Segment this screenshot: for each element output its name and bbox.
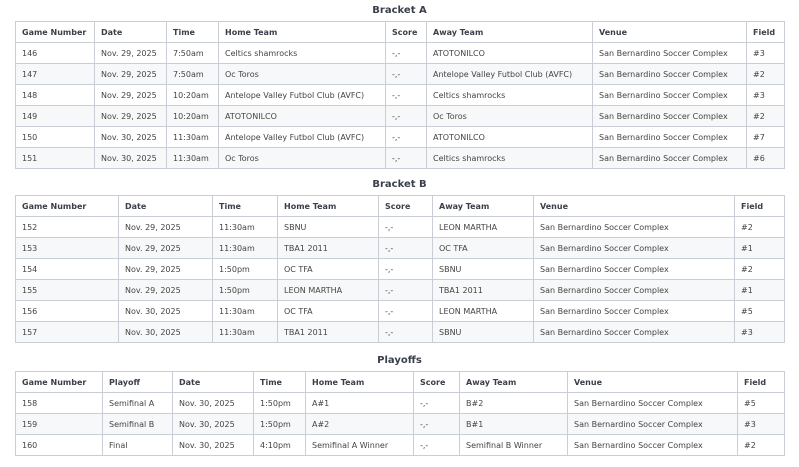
table-cell: -,-	[386, 64, 427, 85]
table-cell: Nov. 29, 2025	[95, 43, 167, 64]
column-header: Score	[414, 372, 460, 393]
table-cell: -,-	[379, 301, 433, 322]
table-cell: ATOTONILCO	[427, 127, 593, 148]
table-cell: -,-	[414, 414, 460, 435]
column-header: Game Number	[16, 22, 95, 43]
table-cell: Oc Toros	[219, 148, 386, 169]
table-cell: -,-	[379, 280, 433, 301]
table-cell: OC TFA	[278, 301, 379, 322]
bracket-b-header-row	[16, 196, 785, 217]
column-header: Home Team	[306, 372, 414, 393]
table-cell: -,-	[386, 106, 427, 127]
table-cell: San Bernardino Soccer Complex	[534, 301, 735, 322]
table-cell: TBA1 2011	[278, 238, 379, 259]
playoffs-title: Playoffs	[377, 355, 422, 366]
table-cell: San Bernardino Soccer Complex	[534, 217, 735, 238]
playoffs-header-row	[16, 372, 785, 393]
bracket-b-title: Bracket B	[372, 179, 427, 190]
column-header: Venue	[568, 372, 738, 393]
table-cell: 11:30am	[213, 238, 278, 259]
table-row	[16, 322, 785, 343]
table-cell: Celtics shamrocks	[219, 43, 386, 64]
column-header: Field	[738, 372, 785, 393]
table-cell: Nov. 30, 2025	[173, 435, 254, 456]
column-header: Home Team	[219, 22, 386, 43]
column-header: Game Number	[16, 372, 103, 393]
column-header: Away Team	[460, 372, 568, 393]
table-cell: ATOTONILCO	[427, 43, 593, 64]
table-cell: 1:50pm	[213, 259, 278, 280]
table-cell: San Bernardino Soccer Complex	[568, 393, 738, 414]
table-cell: #2	[735, 217, 785, 238]
table-cell: 4:10pm	[254, 435, 306, 456]
table-cell: SBNU	[433, 259, 534, 280]
table-cell: Semifinal B	[103, 414, 173, 435]
table-cell: 159	[16, 414, 103, 435]
table-cell: 10:20am	[167, 85, 219, 106]
table-cell: Nov. 30, 2025	[173, 414, 254, 435]
table-cell: #2	[747, 64, 785, 85]
table-cell: Oc Toros	[219, 64, 386, 85]
table-cell: 11:30am	[167, 148, 219, 169]
table-cell: 151	[16, 148, 95, 169]
table-cell: A#2	[306, 414, 414, 435]
table-cell: Antelope Valley Futbol Club (AVFC)	[427, 64, 593, 85]
table-cell: Semifinal B Winner	[460, 435, 568, 456]
table-row	[16, 393, 785, 414]
table-row	[16, 259, 785, 280]
column-header: Date	[95, 22, 167, 43]
table-row	[16, 238, 785, 259]
table-cell: San Bernardino Soccer Complex	[534, 280, 735, 301]
table-row	[16, 217, 785, 238]
column-header: Playoff	[103, 372, 173, 393]
table-cell: 11:30am	[167, 127, 219, 148]
bracket-a-title: Bracket A	[372, 5, 427, 16]
table-row	[16, 148, 785, 169]
table-cell: Semifinal A Winner	[306, 435, 414, 456]
column-header: Venue	[593, 22, 747, 43]
table-cell: 149	[16, 106, 95, 127]
table-cell: -,-	[386, 127, 427, 148]
table-cell: 147	[16, 64, 95, 85]
column-header: Date	[119, 196, 213, 217]
column-header: Away Team	[433, 196, 534, 217]
column-header: Field	[735, 196, 785, 217]
table-cell: Final	[103, 435, 173, 456]
table-cell: San Bernardino Soccer Complex	[593, 106, 747, 127]
table-cell: #5	[735, 301, 785, 322]
table-cell: LEON MARTHA	[433, 301, 534, 322]
column-header: Time	[213, 196, 278, 217]
table-cell: TBA1 2011	[433, 280, 534, 301]
table-cell: Oc Toros	[427, 106, 593, 127]
table-cell: 1:50pm	[213, 280, 278, 301]
table-cell: 7:50am	[167, 64, 219, 85]
table-cell: Celtics shamrocks	[427, 85, 593, 106]
table-cell: Semifinal A	[103, 393, 173, 414]
table-cell: #7	[747, 127, 785, 148]
table-cell: Nov. 30, 2025	[95, 148, 167, 169]
table-cell: SBNU	[433, 322, 534, 343]
table-cell: San Bernardino Soccer Complex	[534, 322, 735, 343]
table-cell: 155	[16, 280, 119, 301]
table-cell: Nov. 29, 2025	[119, 238, 213, 259]
table-cell: 160	[16, 435, 103, 456]
table-cell: -,-	[386, 148, 427, 169]
table-cell: Nov. 29, 2025	[119, 217, 213, 238]
table-cell: 150	[16, 127, 95, 148]
table-cell: TBA1 2011	[278, 322, 379, 343]
table-cell: Nov. 29, 2025	[95, 106, 167, 127]
table-cell: #1	[735, 280, 785, 301]
table-cell: OC TFA	[278, 259, 379, 280]
table-cell: San Bernardino Soccer Complex	[593, 85, 747, 106]
table-cell: LEON MARTHA	[278, 280, 379, 301]
table-cell: Nov. 29, 2025	[119, 259, 213, 280]
table-cell: San Bernardino Soccer Complex	[568, 414, 738, 435]
table-cell: 10:20am	[167, 106, 219, 127]
table-cell: 157	[16, 322, 119, 343]
table-cell: B#1	[460, 414, 568, 435]
column-header: Score	[386, 22, 427, 43]
column-header: Field	[747, 22, 785, 43]
table-row	[16, 414, 785, 435]
table-cell: #2	[735, 259, 785, 280]
table-cell: San Bernardino Soccer Complex	[593, 64, 747, 85]
table-cell: 153	[16, 238, 119, 259]
table-cell: #3	[747, 43, 785, 64]
table-cell: 154	[16, 259, 119, 280]
bracket-a-table	[15, 21, 785, 169]
bracket-a-header-row	[16, 22, 785, 43]
table-cell: Nov. 30, 2025	[119, 322, 213, 343]
table-cell: San Bernardino Soccer Complex	[593, 43, 747, 64]
table-cell: #5	[738, 393, 785, 414]
table-cell: -,-	[379, 217, 433, 238]
table-row	[16, 64, 785, 85]
column-header: Home Team	[278, 196, 379, 217]
table-cell: 148	[16, 85, 95, 106]
column-header: Game Number	[16, 196, 119, 217]
table-cell: #3	[747, 85, 785, 106]
table-cell: LEON MARTHA	[433, 217, 534, 238]
table-row	[16, 127, 785, 148]
table-cell: #2	[747, 106, 785, 127]
table-cell: Nov. 30, 2025	[173, 393, 254, 414]
table-cell: 11:30am	[213, 301, 278, 322]
table-cell: 156	[16, 301, 119, 322]
table-row	[16, 43, 785, 64]
table-cell: 11:30am	[213, 217, 278, 238]
table-cell: Celtics shamrocks	[427, 148, 593, 169]
table-cell: San Bernardino Soccer Complex	[534, 238, 735, 259]
table-cell: B#2	[460, 393, 568, 414]
column-header: Date	[173, 372, 254, 393]
table-cell: San Bernardino Soccer Complex	[568, 435, 738, 456]
table-cell: San Bernardino Soccer Complex	[534, 259, 735, 280]
table-row	[16, 435, 785, 456]
table-cell: Antelope Valley Futbol Club (AVFC)	[219, 127, 386, 148]
table-row	[16, 106, 785, 127]
table-cell: -,-	[414, 393, 460, 414]
table-cell: -,-	[379, 259, 433, 280]
playoffs-table	[15, 371, 785, 456]
table-cell: Nov. 30, 2025	[119, 301, 213, 322]
table-cell: -,-	[414, 435, 460, 456]
table-cell: 1:50pm	[254, 393, 306, 414]
table-cell: #3	[735, 322, 785, 343]
table-cell: 152	[16, 217, 119, 238]
table-cell: -,-	[379, 322, 433, 343]
column-header: Away Team	[427, 22, 593, 43]
table-cell: OC TFA	[433, 238, 534, 259]
bracket-b-table	[15, 195, 785, 343]
table-cell: Nov. 29, 2025	[95, 64, 167, 85]
table-cell: 146	[16, 43, 95, 64]
table-cell: 7:50am	[167, 43, 219, 64]
table-cell: SBNU	[278, 217, 379, 238]
table-cell: #1	[735, 238, 785, 259]
table-row	[16, 85, 785, 106]
table-cell: 1:50pm	[254, 414, 306, 435]
table-cell: #6	[747, 148, 785, 169]
table-cell: #3	[738, 414, 785, 435]
table-cell: 158	[16, 393, 103, 414]
table-cell: -,-	[379, 238, 433, 259]
column-header: Score	[379, 196, 433, 217]
column-header: Venue	[534, 196, 735, 217]
table-cell: San Bernardino Soccer Complex	[593, 127, 747, 148]
column-header: Time	[167, 22, 219, 43]
table-row	[16, 301, 785, 322]
table-cell: 11:30am	[213, 322, 278, 343]
column-header: Time	[254, 372, 306, 393]
table-cell: #2	[738, 435, 785, 456]
table-cell: A#1	[306, 393, 414, 414]
table-cell: Nov. 29, 2025	[119, 280, 213, 301]
table-cell: Nov. 30, 2025	[95, 127, 167, 148]
table-cell: ATOTONILCO	[219, 106, 386, 127]
table-cell: Antelope Valley Futbol Club (AVFC)	[219, 85, 386, 106]
table-cell: -,-	[386, 85, 427, 106]
table-cell: Nov. 29, 2025	[95, 85, 167, 106]
table-cell: San Bernardino Soccer Complex	[593, 148, 747, 169]
table-cell: -,-	[386, 43, 427, 64]
table-row	[16, 280, 785, 301]
